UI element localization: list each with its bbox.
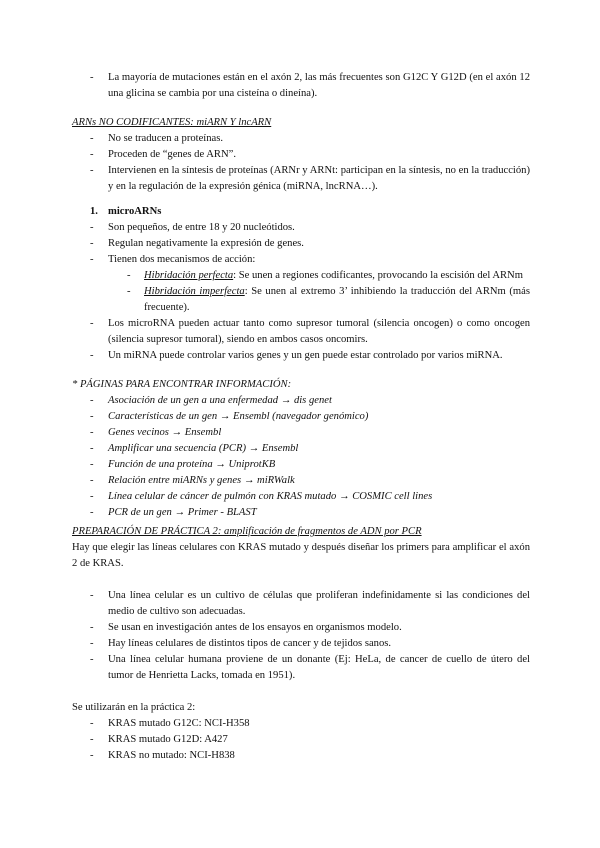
list-item: - Se usan en investigación antes de los ensayos en organismos modelo.	[72, 620, 530, 636]
list-item: - Intervienen en la síntesis de proteínas (ARNr y ARNt: participan en la síntesis, no en la traducción) y en la regulación de la expresión génica (miRNA, lncRNA…).	[72, 163, 530, 195]
section-heading: * PÁGINAS PARA ENCONTRAR INFORMACIÓN:	[72, 379, 292, 390]
list-item: - Los microRNA pueden actuar tanto como supresor tumoral (silencia oncogen) o como oncogen (silencia supresor tumoral), siendo en ambos casos oncomirs.	[72, 316, 530, 348]
list-item: - Función de una proteína → UniprotKB	[72, 457, 530, 473]
spacer	[72, 684, 530, 700]
list-item: - No se traducen a proteínas.	[72, 131, 530, 147]
paragraph: Se utilizarán en la práctica 2:	[72, 702, 196, 713]
list-item: - Genes vecinos → Ensembl	[72, 425, 530, 441]
list-item: - Una línea celular humana proviene de un donante (Ej: HeLa, de cancer de cuello de útero del tumor de Henrietta Lacks, tomada en 1951).	[72, 652, 530, 684]
list-item: - PCR de un gen → Primer - BLAST	[72, 505, 530, 521]
subsection-title-text: microARNs	[108, 206, 162, 217]
arn-section	[72, 115, 530, 195]
list-item-text: Tienen dos mecanismos de acción:	[108, 254, 256, 265]
list-item: - Una línea celular es un cultivo de células que proliferan indefinidamente si las condiciones del medio de cultivo son adecuadas.	[72, 588, 530, 620]
mechanism-term: Hibridación imperfecta	[144, 286, 245, 297]
section-heading: ARNs NO CODIFICANTES: miARN Y lncARN	[72, 117, 272, 128]
list-item: - Línea celular de cáncer de pulmón con KRAS mutado → COSMIC cell lines	[72, 489, 530, 505]
list-item: - Son pequeños, de entre 18 y 20 nucleótidos.	[72, 220, 530, 236]
spacer	[72, 572, 530, 588]
list-item: - Asociación de un gen a una enfermedad → dis genet	[72, 393, 530, 409]
list-item	[72, 252, 530, 316]
sub-list-item	[72, 268, 530, 284]
list-item: - La mayoría de mutaciones están en el axón 2, las más frecuentes son G12C Y G12D (en el axón 12 una glicina se cambia por una cisteína o dineína).	[72, 70, 530, 102]
list-item: - Hay líneas celulares de distintos tipos de cancer y de tejidos sanos.	[72, 636, 530, 652]
list-item: - KRAS mutado G12C: NCI-H358	[72, 716, 530, 732]
info-pages-section	[72, 377, 530, 521]
paragraph: Hay que elegir las líneas celulares con KRAS mutado y después diseñar los primers para amplificar el axón 2 de KRAS.	[72, 542, 530, 569]
mechanism-term: Hibridación perfecta	[144, 270, 234, 281]
mechanism-text: : Se unen a regiones codificantes, provocando la escisión del ARNm	[233, 270, 523, 281]
list-item: - KRAS mutado G12D: A427	[72, 732, 530, 748]
intro-section	[72, 70, 530, 102]
list-item: - Características de un gen → Ensembl (navegador genómico)	[72, 409, 530, 425]
practice-section	[72, 524, 530, 764]
subsection-number: 1.	[90, 206, 98, 217]
section-heading: PREPARACIÓN DE PRÁCTICA 2: amplificación de fragmentos de ADN por PCR	[72, 526, 422, 537]
list-item: - Proceden de “genes de ARN”.	[72, 147, 530, 163]
list-item: - Relación entre miARNs y genes → miRWalk	[72, 473, 530, 489]
list-item: - Amplificar una secuencia (PCR) → Ensembl	[72, 441, 530, 457]
microarn-section	[72, 204, 530, 364]
sub-list-item	[72, 284, 530, 316]
subsection-title	[72, 204, 530, 220]
list-item: - Regulan negativamente la expresión de genes.	[72, 236, 530, 252]
list-item: - KRAS no mutado: NCI-H838	[72, 748, 530, 764]
list-item: - Un miRNA puede controlar varios genes y un gen puede estar controlado por varios miRNA.	[72, 348, 530, 364]
mechanism-text: : Se unen al extremo 3’ inhibiendo la traducción del ARNm (más frecuente).	[144, 286, 530, 313]
